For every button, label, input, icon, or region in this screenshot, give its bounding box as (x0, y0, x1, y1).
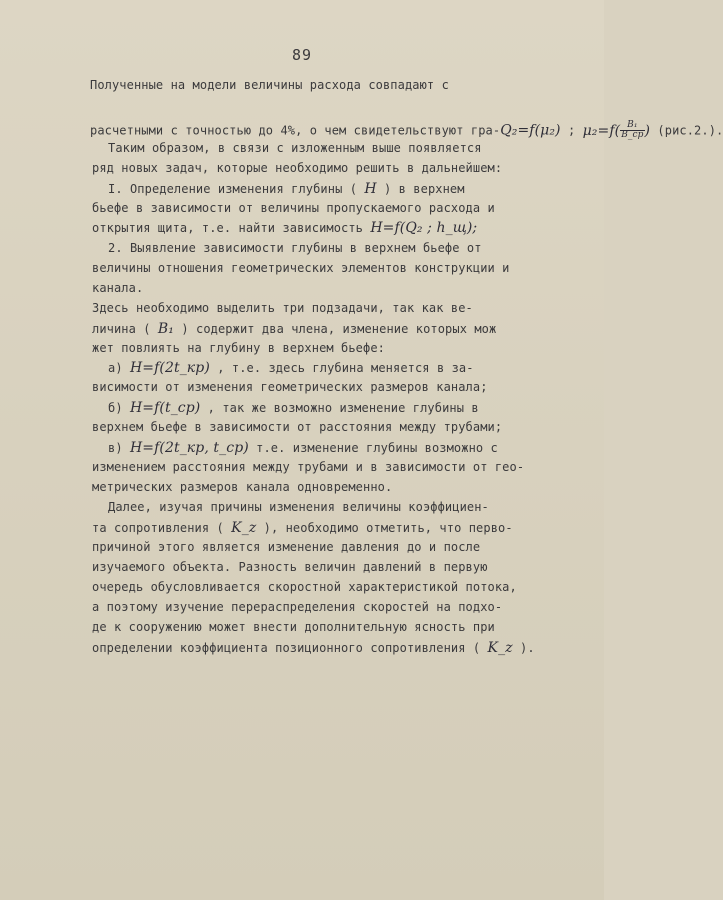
formula-h-of-q: H=f(Q₂ ; h_щ); (370, 220, 478, 236)
text-line: де к сооружению может внести дополнительную ясность при (92, 620, 495, 634)
text-line: очередь обусловливается скоростной характеристикой потока, (92, 580, 517, 594)
text-line: изучаемого объекта. Разность величин давлений в первую (92, 560, 488, 574)
text-line: причиной этого является изменение давления до и после (92, 540, 481, 554)
text-line: метрических размеров канала одновременно. (92, 480, 393, 494)
text-line: изменением расстояния между трубами и в зависимости от гео- (92, 460, 525, 474)
text-segment: определении коэффициента позиционного сопротивления ( (92, 641, 488, 655)
text-segment: расчетными с точностью до 4%, о чем свидетельствуют гра- (90, 123, 501, 138)
text-segment: а) (108, 361, 130, 375)
text-segment: ; (560, 123, 583, 138)
text-segment: ) содержит два члена, изменение которых мож (174, 322, 497, 336)
text-line (108, 441, 498, 455)
text-line: 2. Выявление зависимости глубины в верхнем бьефе от (108, 241, 482, 255)
formula-b: H=f(t_cp) (129, 400, 201, 416)
text-line (92, 521, 513, 535)
text-line: бьефе в зависимости от величины пропускаемого расхода и (92, 201, 495, 215)
formula-h: H (364, 181, 377, 197)
text-line: Здесь необходимо выделить три подзадачи, так как ве- (92, 301, 473, 315)
text-line (92, 221, 477, 235)
formula-a: H=f(2t_кр) (129, 360, 210, 376)
text-line: жет повлиять на глубину в верхнем бьефе: (92, 341, 385, 355)
formula-h2: μ₂=f( $\frac{\text{B₁}}{B\_cp}$ ) (582, 120, 651, 140)
text-line (92, 641, 535, 655)
text-line: висимости от изменения геометрических размеров канала; (92, 380, 488, 394)
text-segment: ) в верхнем (376, 182, 465, 196)
formula-q2: Q₂=f(μ₂) (500, 122, 561, 139)
text-segment: в) (108, 441, 130, 455)
text-line: Полученные на модели величины расхода совпадают с (90, 78, 449, 92)
page-number: 89 (291, 46, 313, 64)
text-line: Таким образом, в связи с изложенным выше появляется (108, 141, 482, 155)
text-segment: , так же возможно изменение глубины в (200, 401, 479, 415)
formula-kz-2: K_z (487, 640, 513, 656)
text-line (90, 121, 723, 140)
text-line: величины отношения геометрических элементов конструкции и (92, 261, 510, 275)
text-segment: та сопротивления ( (92, 521, 232, 535)
fraction: $\frac{\text{B₁}}{B\_cp}$ (621, 120, 644, 140)
text-line (92, 322, 496, 336)
text-line: Далее, изучая причины изменения величины коэффициен- (108, 500, 489, 514)
text-line: канала. (92, 281, 144, 295)
formula-b1: B₁ (157, 321, 175, 337)
text-line: ряд новых задач, которые необходимо решить в дальнейшем: (92, 161, 503, 175)
text-segment: открытия щита, т.е. найти зависимость (92, 221, 371, 235)
text-line: а поэтому изучение перераспределения скоростей на подхо- (92, 600, 503, 614)
text-segment: т.е. изменение глубины возможно с (248, 441, 498, 455)
formula-v: H=f(2t_кр, t_cp) (129, 440, 249, 456)
text-line (108, 182, 465, 196)
text-line: верхнем бьефе в зависимости от расстояния между трубами; (92, 420, 503, 434)
text-segment: личина ( (92, 322, 158, 336)
text-line (108, 361, 474, 375)
text-segment: , т.е. здесь глубина меняется в за- (209, 361, 474, 375)
text-segment: ), необходимо отметить, что перво- (256, 521, 513, 535)
text-line (108, 401, 479, 415)
text-segment: I. Определение изменения глубины ( (108, 182, 365, 196)
text-segment: (рис.2.). (650, 123, 723, 138)
formula-kz: K_z (231, 520, 257, 536)
text-segment: ). (512, 641, 535, 655)
text-segment: б) (108, 401, 130, 415)
